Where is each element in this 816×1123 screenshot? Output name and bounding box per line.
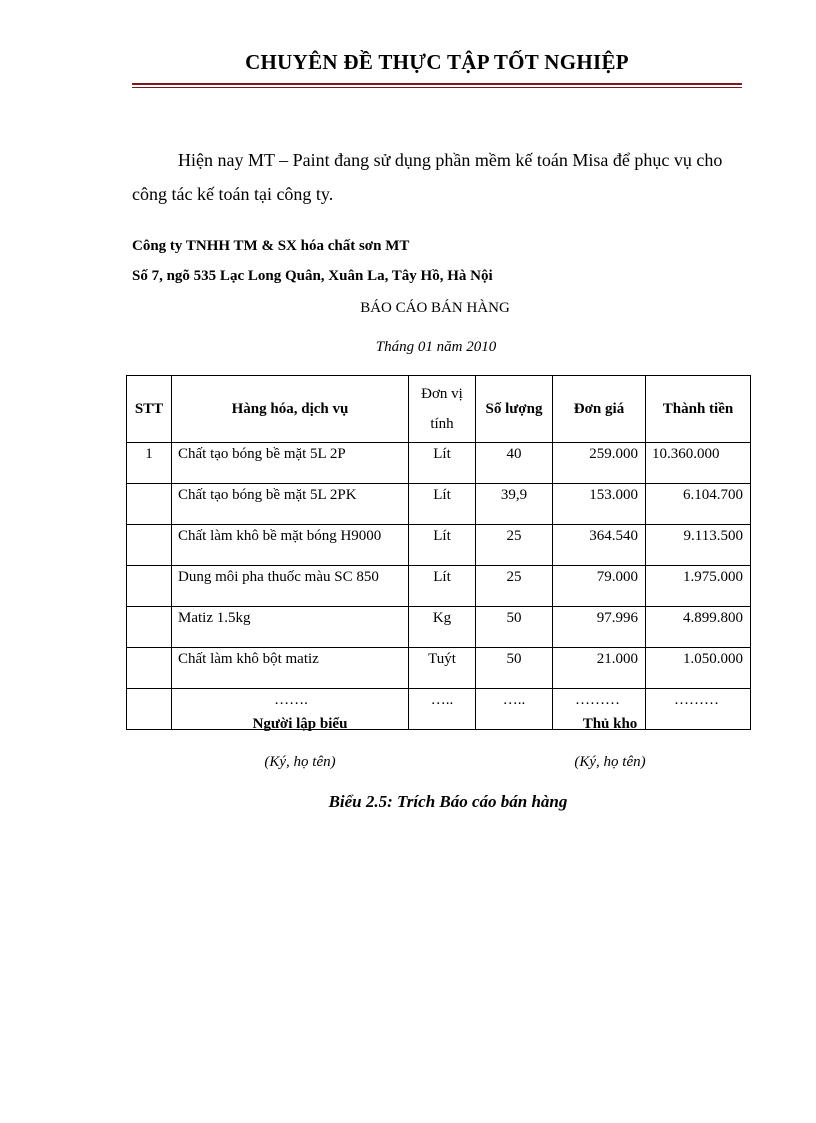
report-title: BÁO CÁO BÁN HÀNG — [360, 300, 510, 316]
cell-item: Dung môi pha thuốc màu SC 850 — [172, 566, 409, 607]
column-header-amount: Thành tiền — [646, 376, 751, 443]
table-header-row — [127, 376, 751, 443]
cell-unit: Lít — [409, 566, 476, 607]
cell-unit-price: 97.996 — [553, 607, 646, 648]
table-row — [127, 525, 751, 566]
cell-unit-price: ……… — [553, 689, 646, 730]
cell-quantity: 50 — [476, 607, 553, 648]
intro-text: Hiện nay MT – Paint đang sử dụng phần mềm kế toán Misa để phục vụ cho công tác kế toán tại công ty. — [132, 150, 723, 204]
column-header-item: Hàng hóa, dịch vụ — [172, 376, 409, 443]
cell-stt — [127, 484, 172, 525]
column-header-quantity: Số lượng — [476, 376, 553, 443]
table-row — [127, 566, 751, 607]
table-row — [127, 484, 751, 525]
cell-unit: ….. — [409, 689, 476, 730]
cell-stt — [127, 689, 172, 730]
signature-preparer-role: Người lập biểu — [252, 716, 348, 732]
column-header-stt: STT — [127, 376, 172, 443]
cell-unit-price: 79.000 — [553, 566, 646, 607]
cell-quantity: 25 — [476, 525, 553, 566]
cell-item: Chất làm khô bề mặt bóng H9000 — [172, 525, 409, 566]
cell-item: Chất tạo bóng bề mặt 5L 2P — [172, 443, 409, 484]
signature-preparer-hint: (Ký, họ tên) — [264, 754, 336, 770]
cell-unit-price: 364.540 — [553, 525, 646, 566]
figure-caption: Biểu 2.5: Trích Báo cáo bán hàng — [328, 792, 568, 811]
cell-amount: 9.113.500 — [646, 525, 751, 566]
cell-unit-price: 21.000 — [553, 648, 646, 689]
cell-unit: Tuýt — [409, 648, 476, 689]
cell-item: Chất tạo bóng bề mặt 5L 2PK — [172, 484, 409, 525]
cell-quantity: 50 — [476, 648, 553, 689]
cell-amount: 1.050.000 — [646, 648, 751, 689]
table-row — [127, 648, 751, 689]
cell-quantity: ….. — [476, 689, 553, 730]
table-row — [127, 443, 751, 484]
cell-stt — [127, 566, 172, 607]
header-divider — [132, 83, 742, 88]
cell-unit: Lít — [409, 525, 476, 566]
cell-stt: 1 — [127, 443, 172, 484]
page-header-title: CHUYÊN ĐỀ THỰC TẬP TỐT NGHIỆP — [245, 50, 629, 74]
intro-paragraph — [132, 143, 732, 211]
table-row — [127, 607, 751, 648]
signature-storekeeper — [530, 716, 690, 771]
cell-stt — [127, 648, 172, 689]
cell-unit: Lít — [409, 484, 476, 525]
cell-quantity: 39,9 — [476, 484, 553, 525]
cell-quantity: 25 — [476, 566, 553, 607]
sales-report-table — [126, 375, 751, 730]
cell-stt — [127, 525, 172, 566]
company-name: Công ty TNHH TM & SX hóa chất sơn MT — [132, 238, 410, 254]
cell-item: Matiz 1.5kg — [172, 607, 409, 648]
cell-stt — [127, 607, 172, 648]
cell-amount: ……… — [646, 689, 751, 730]
company-address: Số 7, ngõ 535 Lạc Long Quân, Xuân La, Tây Hồ, Hà Nội — [132, 268, 493, 284]
cell-amount: 1.975.000 — [646, 566, 751, 607]
cell-unit-price: 153.000 — [553, 484, 646, 525]
report-period: Tháng 01 năm 2010 — [375, 339, 497, 355]
column-header-unit: Đơn vị tính — [409, 376, 476, 443]
cell-unit: Kg — [409, 607, 476, 648]
cell-unit: Lít — [409, 443, 476, 484]
cell-amount: 10.360.000 — [646, 443, 751, 484]
cell-quantity: 40 — [476, 443, 553, 484]
cell-item: Chất làm khô bột matiz — [172, 648, 409, 689]
column-header-unit-price: Đơn giá — [553, 376, 646, 443]
signature-preparer — [220, 716, 380, 771]
cell-amount: 6.104.700 — [646, 484, 751, 525]
cell-item: ……. — [172, 689, 409, 730]
signature-storekeeper-role: Thủ kho — [582, 716, 638, 732]
signature-storekeeper-hint: (Ký, họ tên) — [574, 754, 646, 770]
cell-unit-price: 259.000 — [553, 443, 646, 484]
cell-amount: 4.899.800 — [646, 607, 751, 648]
